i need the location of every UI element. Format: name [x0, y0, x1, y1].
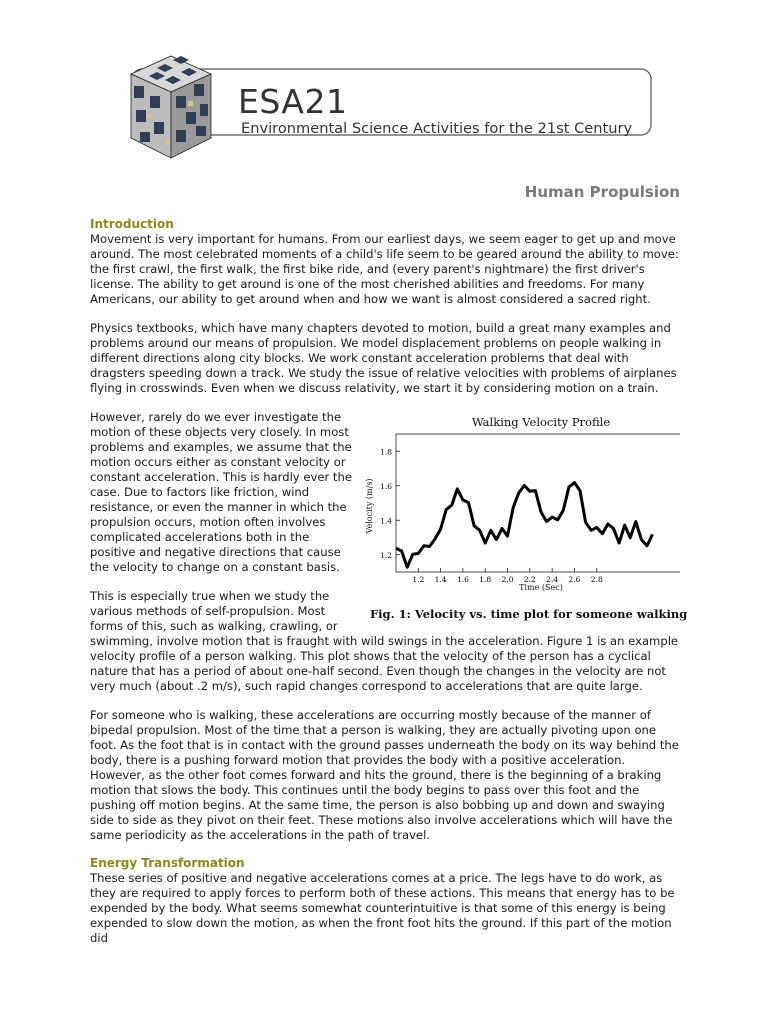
- paragraph-wrapped: However, rarely do we ever investigate the motion of these objects very closely. In most problems and examples, we assume that the motion occurs either as constant velocity or constant acceleration. This is hardly ever the case. Due to factors like friction, wind resistance, or even the manner in which the propulsion occurs, motion often involves complicated accelerations both in the positive and negative directions that cause the velocity to change on a constant basis.: [90, 410, 352, 574]
- cube-logo-icon: [116, 52, 226, 164]
- x-tick-label: 2.2: [523, 575, 536, 584]
- page-title: Human Propulsion: [524, 183, 680, 201]
- x-tick-label: 1.6: [456, 575, 469, 584]
- velocity-chart: [358, 410, 680, 600]
- logo-title: ESA21: [238, 82, 348, 121]
- paragraph: Movement is very important for humans. From our earliest days, we seem eager to get up and move around. The most celebrated moments of a child's life seem to be geared around the ability to move: the first crawl, the first walk, the first bike ride, and (every parent's nightmare) the first driver's license. The ability to get around is one of the most cherished abilities and freedoms. For many Americans, our ability to get around when and how we want is almost considered a sacred right.: [90, 232, 679, 306]
- section-heading-introduction: Introduction: [90, 217, 174, 231]
- paragraph: These series of positive and negative accelerations comes at a price. The legs have to do work, as they are required to apply forces to perform both of these actions. This means that energy has to be expended by the body. What seems somewhat counterintuitive is that some of this energy is being expended to slow down the motion, as when the front foot hits the ground. If this part of the motion did: [90, 871, 675, 945]
- y-tick-label: 1.4: [380, 516, 392, 526]
- paragraph: Physics textbooks, which have many chapters devoted to motion, build a great many examples and problems around our means of propulsion. We model displacement problems on people walking in different directions along city blocks. We work constant acceleration problems that deal with dragsters speeding down a track. We study the issue of relative velocities with problems of airplanes flying in crosswinds. Even when we discuss relativity, we start it by considering motion on a train.: [90, 321, 677, 395]
- x-tick-label: 2.8: [590, 575, 603, 584]
- chart-title: Walking Velocity Profile: [471, 415, 611, 429]
- x-tick-label: 1.4: [434, 575, 447, 584]
- x-tick-label: 2.4: [546, 575, 559, 584]
- x-tick-label: 1.8: [479, 575, 492, 584]
- x-tick-label: 2.6: [568, 575, 581, 584]
- y-tick-label: 1.8: [380, 447, 392, 457]
- logo-subtitle: Environmental Science Activities for the 21st Century: [241, 120, 633, 137]
- y-axis-label: Velocity (m/s): [365, 478, 374, 534]
- paragraph-around-figure: [90, 589, 680, 694]
- x-tick-label: 2.0: [501, 575, 514, 584]
- paragraph: For someone who is walking, these accelerations are occurring mostly because of the manner of bipedal propulsion. Most of the time that a person is walking, they are actually pivoting upon one foot. As the foot that is in contact with the ground passes underneath the body on its way behind the body, there is a pushing forward motion that provides the body with a positive acceleration. However, as the other foot comes forward and hits the ground, there is the beginning of a braking motion that slows the body. This continues until the body begins to pass over this foot and the pushing off motion begins. At the same time, the person is also bobbing up and down and swaying side to side as they pivot on their feet. These motions also involve accelerations which will have the same periodicity as the accelerations in the path of travel.: [90, 708, 679, 842]
- section-heading-energy: Energy Transformation: [90, 856, 245, 870]
- x-tick-label: 1.2: [412, 575, 425, 584]
- y-tick-label: 1.6: [380, 481, 392, 491]
- series-line: [396, 483, 653, 568]
- y-tick-label: 1.2: [380, 550, 392, 560]
- paragraph-text: This is especially true when we study the various methods of self-propulsion. Most forms of this, such as walking, crawling, or swimming, involve motion that is fraught with wild swings in the acceleration. Figure 1 is an example velocity profile of a person walking. This plot shows that the velocity of the person has a cyclical nature that has a period of about one-half second. Even though the changes in the velocity are not very much (about .2 m/s), such rapid changes correspond to accelerations that are quite large.: [90, 589, 679, 693]
- x-axis-label: Time (Sec): [519, 583, 563, 592]
- figure-caption: Fig. 1: Velocity vs. time plot for someone walking: [370, 607, 688, 621]
